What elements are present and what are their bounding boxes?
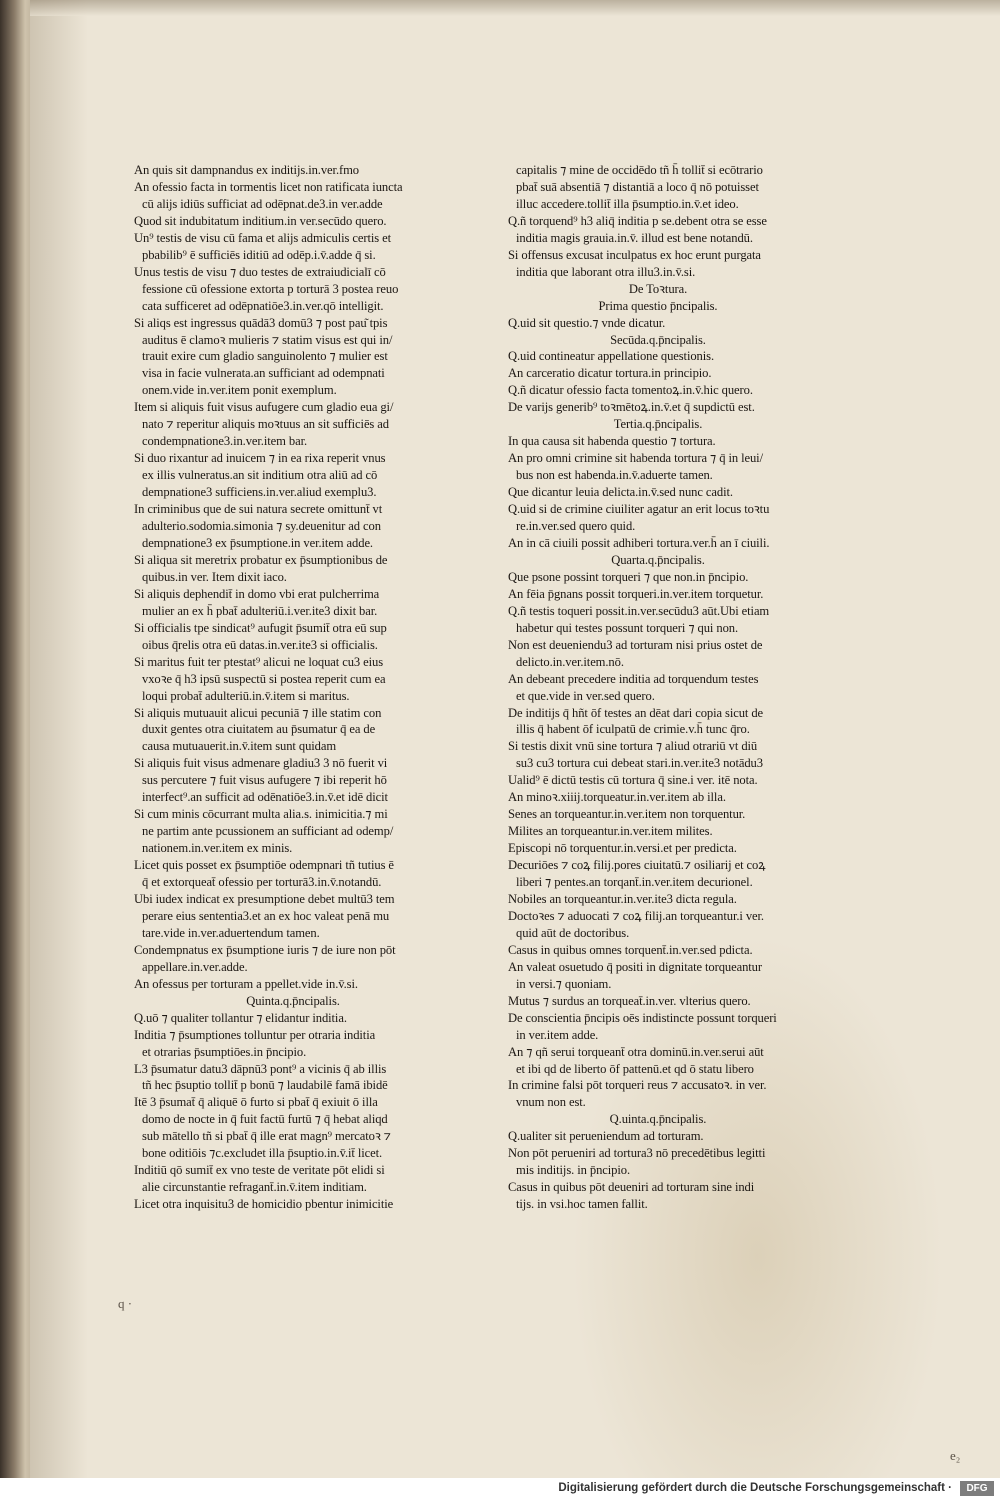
- text-line: appellare.in.ver.adde.: [142, 959, 248, 974]
- margin-mark-bottom-left: q ·: [118, 1296, 133, 1311]
- text-line: trauit exire cum gladio sanguinolento ⁊ mulier est: [142, 349, 388, 364]
- text-line: bus non est habenda.in.v̄.aduerte tamen.: [516, 468, 713, 483]
- text-line: pbabilib⁹ ē sufficiēs iditiū ad odēp.i.v̄.adde q̄ si.: [142, 247, 376, 262]
- text-line: An debeant precedere inditia ad torquendum testes: [508, 671, 759, 686]
- text-line: fessione cū ofessione extorta p torturā 3 postea reuo: [142, 281, 399, 296]
- text-line: Si offensus excusat inculpatus ex hoc erunt purgata: [508, 247, 761, 262]
- text-line: Episcopi nō torquentur.in.versi.et per predicta.: [508, 841, 737, 856]
- text-line: illis q̄ habent ōf iculpatū de crimie.v.h̄ tunc q̄ro.: [516, 722, 750, 737]
- text-line: An ⁊ qñ serui torqueant̄ otra dominū.in.ver.serui aūt: [508, 1044, 764, 1059]
- text-line: Condempnatus ex p̄sumptione iuris ⁊ de iure non pōt: [134, 942, 396, 957]
- text-line: et que.vide in ver.sed quero.: [516, 688, 655, 703]
- text-line: Q.ualiter sit perueniendum ad torturam.: [508, 1129, 704, 1144]
- text-line: cū alijs idiūs sufficiat ad odēpnat.de3.in ver.adde: [142, 196, 383, 211]
- text-line: in ver.item adde.: [516, 1027, 599, 1042]
- text-line: delicto.in.ver.item.nō.: [516, 654, 624, 669]
- text-line: In crimine falsi pōt torqueri reus ⁊ accusatoꝛ. in ver.: [508, 1078, 767, 1093]
- text-line: In criminibus que de sui natura secrete omittunt̄ vt: [134, 502, 383, 517]
- text-line: Q.ñ testis toqueri possit.in.ver.secūdu3 aūt.Ubi etiam: [508, 603, 770, 618]
- text-line: nato ⁊ reperitur aliquis moꝛtuus an sit sufficiēs ad: [142, 417, 389, 432]
- text-line: Item si aliquis fuit visus aufugere cum gladio eua gi/: [134, 400, 394, 415]
- text-line: Itē 3 p̄sumat̄ q̄ aliquē ō furto si pbat̄ q̄ exiuit ō illa: [134, 1095, 378, 1110]
- text-line: Milites an torqueantur.in.ver.item milites.: [508, 824, 713, 839]
- text-line: Unus testis de visu ⁊ duo testes de extraiudicialī cō: [134, 264, 386, 279]
- text-line: An valeat osuetudo q̄ positi in dignitate torqueantur: [508, 959, 762, 974]
- text-line: bone oditiōis ⁊c.excludet illa p̄suptio.in.v̄.it̄ licet.: [142, 1146, 383, 1161]
- text-line: An ofessus per torturam a ppellet.vide in.v̄.si.: [134, 976, 358, 991]
- text-line: sus percutere ⁊ fuit visus aufugere ⁊ ibi reperit hō: [142, 773, 387, 788]
- text-line: ne partim ante pcussionem an sufficiant ad odemp/: [142, 824, 394, 839]
- text-line: Si testis dixit vnū sine tortura ⁊ aliud otrariū vt diū: [508, 739, 758, 754]
- text-line: re.in.ver.sed quero quid.: [516, 519, 636, 534]
- text-line: Q.ñ torquend⁹ h3 aliq̄ inditia p se.debent otra se esse: [508, 213, 767, 228]
- text-line: Si aliquis dephendit̄ in domo vbi erat pulcherrima: [134, 586, 380, 601]
- text-line: Que dicantur leuia delicta.in.v̄.sed nunc cadit.: [508, 485, 733, 500]
- text-line: L3 p̄sumatur datu3 dāpnū3 pont⁹ a vicinis q̄ ab illis: [134, 1061, 387, 1076]
- text-line: De inditijs q̄ hñt ōf testes an dēat dari copia sicut de: [508, 705, 764, 720]
- text-line: oibus q̄relis otra eū datas.in.ver.ite3 si officialis.: [142, 637, 378, 652]
- text-line: Si cum minis cōcurrant multa alia.s. inimicitia.⁊ mi: [134, 807, 388, 822]
- text-line: An pro omni crimine sit habenda tortura ⁊ q̄ in leui/: [508, 451, 763, 466]
- text-line: alie circunstantie refragant̄.in.v̄.item inditiam.: [142, 1180, 367, 1195]
- text-line: Decuriōes ⁊ coꝝ filij.pores ciuitatū.⁊ osiliarij et coꝝ: [508, 858, 766, 873]
- text-line: inditia magis grauia.in.v̄. illud est bene notandū.: [516, 230, 753, 245]
- text-line: mulier an ex h̄ pbat̄ adulteriū.i.ver.ite3 dixit bar.: [142, 603, 378, 618]
- text-line: Casus in quibus omnes torquent̄.in.ver.sed pdicta.: [508, 942, 753, 957]
- text-line: vxoꝛe q̄ h3 ipsū suspectū si postea reperit cum ea: [142, 671, 386, 686]
- text-line: auditus ē clamoꝛ mulieris ⁊ statim visus est qui in/: [142, 332, 393, 347]
- text-line: An fēia p̄gnans possit torqueri.in.ver.item torquetur.: [508, 586, 764, 601]
- text-line: Un⁹ testis de visu cū fama et alijs admiculis certis et: [134, 230, 391, 245]
- text-line: loqui probat̄ adulteriū.in.v̄.item si maritus.: [142, 688, 350, 703]
- section-heading: Quarta.q.p̄ncipalis.: [611, 552, 705, 567]
- text-line: Ubi iudex indicat ex presumptione debet multū3 tem: [134, 891, 395, 906]
- text-line: Q.uid sit questio.⁊ vnde dicatur.: [508, 315, 666, 330]
- text-line: quid aūt de doctoribus.: [516, 925, 630, 940]
- text-line: Q.ñ dicatur ofessio facta tomentoꝝ.in.v̄.hic quero.: [508, 383, 753, 398]
- text-line: An in cā ciuili possit adhiberi tortura.ver.h̄ an ī ciuili.: [508, 535, 770, 550]
- text-line: Mutus ⁊ surdus an torqueat̄.in.ver. vlterius quero.: [508, 993, 751, 1008]
- text-line: dempnatione3 sufficiens.in.ver.aliud exemplu3.: [142, 485, 377, 500]
- text-line: vnum non est.: [516, 1095, 586, 1110]
- text-line: quibus.in ver. Item dixit iaco.: [142, 569, 287, 584]
- text-line: Ualid⁹ ē dictū testis cū tortura q̄ sine.i ver. itē nota.: [508, 773, 758, 788]
- text-line: Non est deueniendu3 ad torturam nisi prius ostet de: [508, 637, 763, 652]
- text-line: capitalis ⁊ mine de occidēdo tñ h̄ tollit̄ si ecōtrario: [516, 163, 763, 177]
- text-line: et otrarias p̄sumptiōes.in p̄ncipio.: [142, 1044, 307, 1059]
- text-line: In qua causa sit habenda questio ⁊ tortura.: [508, 434, 716, 449]
- text-line: Si duo rixantur ad inuicem ⁊ in ea rixa reperit vnus: [134, 451, 386, 466]
- text-line: An quis sit dampnandus ex inditijs.in.ver.fmo: [134, 163, 359, 177]
- section-heading: Tertia.q.p̄ncipalis.: [613, 417, 703, 432]
- text-line: An carceratio dicatur tortura.in principio.: [508, 366, 712, 381]
- text-line: in versi.⁊ quoniam.: [516, 976, 612, 991]
- section-heading: Prima questio p̄ncipalis.: [598, 298, 718, 313]
- text-line: dempnatione3 ex p̄sumptione.in ver.item adde.: [142, 535, 373, 550]
- section-heading: Q.uinta.q.p̄ncipalis.: [609, 1112, 707, 1127]
- text-line: pbat̄ suā absentiā ⁊ distantiā a loco q̄ nō potuisset: [516, 179, 759, 194]
- text-line: tare.vide in.ver.aduertendum tamen.: [142, 925, 320, 940]
- text-line: condempnatione3.in.ver.item bar.: [142, 434, 308, 449]
- text-line: interfect⁹.an sufficit ad odēnatiōe3.in.v̄.et idē dicit: [142, 790, 388, 805]
- text-line: onem.vide in.ver.item ponit exemplum.: [142, 383, 337, 398]
- text-line: Nobiles an torqueantur.in.ver.ite3 dicta regula.: [508, 891, 737, 906]
- text-line: illuc accedere.tollit̄ illa p̄sumptio.in.v̄.et ideo.: [516, 196, 739, 211]
- text-line: Si aliquis mutuauit alicui pecuniā ⁊ ille statim con: [134, 705, 382, 720]
- section-heading: Quinta.q.p̄ncipalis.: [246, 993, 340, 1008]
- text-line: Inditiū qō sumit̄ ex vno teste de veritate pōt elidi si: [134, 1163, 385, 1178]
- text-line: Quod sit indubitatum inditium.in ver.secūdo quero.: [134, 213, 387, 228]
- text-line: q̄ et extorqueat̄ ofessio per torturā3.in.v̄.notandū.: [142, 875, 382, 890]
- text-line: Inditia ⁊ p̄sumptiones tolluntur per otraria inditia: [134, 1027, 376, 1042]
- dfg-logo: DFG: [960, 1481, 994, 1496]
- text-line: su3 cu3 tortura cui debeat stari.in.ver.ite3 notādu3: [516, 756, 763, 771]
- text-line: et ibi qd de liberto ōf pattenū.et qd ō statu libero: [516, 1061, 754, 1076]
- text-line: tijs. in vsi.hoc tamen fallit.: [516, 1197, 648, 1212]
- text-line: causa mutuauerit.in.v̄.item sunt quidam: [142, 739, 337, 754]
- text-line: ex illis vulneratus.an sit inditium otra aliū ad cō: [142, 468, 378, 483]
- margin-mark-bottom-right: e₂: [950, 1448, 961, 1463]
- text-line: Si aliqua sit meretrix probatur ex p̄sumptionibus de: [134, 552, 388, 567]
- text-line: Senes an torqueantur.in.ver.item non torquentur.: [508, 807, 746, 822]
- text-line: De varijs generib⁹ toꝛmētoꝝ.in.v̄.et q̄ supdictū est.: [508, 400, 755, 415]
- text-line: domo de nocte in q̄ fuit factū furtū ⁊ q̄ hebat aliqd: [142, 1112, 388, 1127]
- text-line: sub mātello tñ si pbat̄ q̄ ille erat magn⁹ mercatoꝛ ⁊: [142, 1129, 391, 1144]
- text-line: An ofessio facta in tormentis licet non ratificata iuncta: [134, 179, 403, 194]
- text-line: Q.uid contineatur appellatione questionis.: [508, 349, 714, 364]
- text-line: Si aliqs est ingressus quādā3 domū3 ⁊ post pau͂ tpis: [134, 315, 388, 330]
- page-top-shadow: [30, 0, 1000, 16]
- footer-bar: [0, 1478, 1000, 1500]
- text-line: De conscientia p̄ncipis oēs indistincte possunt torqueri: [508, 1010, 777, 1025]
- text-line: An minoꝛ.xiiij.torqueatur.in.ver.item ab illa.: [508, 790, 726, 805]
- text-line: liberi ⁊ pentes.an torqant̄.in.ver.item decurionel.: [516, 875, 753, 890]
- text-line: adulterio.sodomia.simonia ⁊ sy.deuenitur ad con: [142, 519, 381, 534]
- text-line: nationem.in.ver.item ex minis.: [142, 841, 293, 856]
- section-heading: Secūda.q.p̄ncipalis.: [610, 332, 706, 347]
- text-line: Q.uō ⁊ qualiter tollantur ⁊ elidantur inditia.: [134, 1010, 347, 1025]
- text-line: Doctoꝛes ⁊ aduocati ⁊ coꝝ filij.an torqueantur.i ver.: [508, 908, 764, 923]
- text-line: Casus in quibus pōt deueniri ad torturam sine indi: [508, 1180, 755, 1195]
- funding-notice: Digitalisierung gefördert durch die Deutsche Forschungsgemeinschaft ·: [558, 1482, 952, 1494]
- text-line: mis inditijs. in p̄ncipio.: [516, 1163, 630, 1178]
- section-heading: De Toꝛtura.: [628, 281, 688, 296]
- text-line: Que psone possint torqueri ⁊ que non.in p̄ncipio.: [508, 569, 749, 584]
- text-line: perare eius sententia3.et an ex hoc valeat penā mu: [142, 908, 390, 923]
- text-line: inditia que laborant otra illu3.in.v̄.si.: [516, 264, 696, 279]
- text-line: Si officialis tpe sindicat⁹ aufugit p̄sumit̄ otra eū sup: [134, 620, 387, 635]
- text-line: Si aliquis fuit visus admenare gladiu3 3 nō fuerit vi: [134, 756, 388, 771]
- text-line: Licet otra inquisitu3 de homicidio pbentur inimicitie: [134, 1197, 394, 1212]
- right-text-column: [508, 162, 808, 1213]
- text-line: Si maritus fuit ter ptestat⁹ alicui ne loquat cu3 eius: [134, 654, 384, 669]
- left-text-column: [134, 162, 452, 1213]
- text-line: Licet quis posset ex p̄sumptiōe odempnari tñ tutius ē: [134, 858, 394, 873]
- text-line: tñ hec p̄suptio tollit̄ p bonū ⁊ laudabilē famā ibidē: [142, 1078, 388, 1093]
- text-line: cata sufficeret ad odēpnatiōe3.in.ver.qō intelligit.: [142, 298, 384, 313]
- text-line: duxit gentes otra ciuitatem au p̄sumatur q̄ ea de: [142, 722, 376, 737]
- text-line: Non pōt perueniri ad tortura3 nō precedētibus legitti: [508, 1146, 766, 1161]
- text-line: Q.uid si de crimine ciuiliter agatur an erit locus toꝛtu: [508, 502, 770, 517]
- text-line: habetur qui testes possunt torqueri ⁊ qui non.: [516, 620, 739, 635]
- text-line: visa in facie vulnerata.an sufficiant ad odempnati: [142, 366, 385, 381]
